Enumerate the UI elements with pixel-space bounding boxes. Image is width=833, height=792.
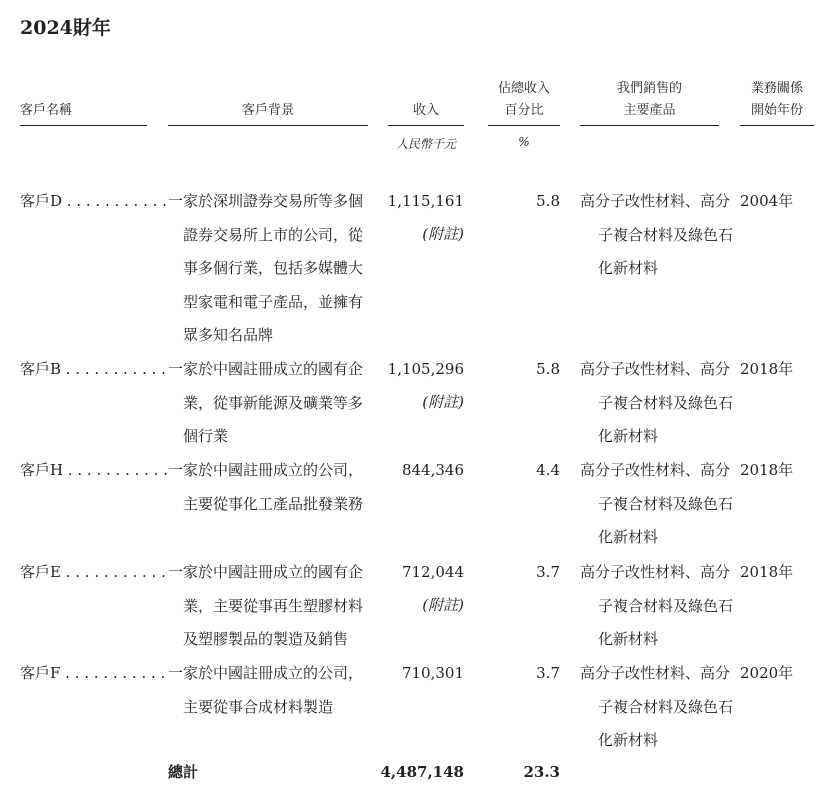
row-e-start-year: 2018年 bbox=[740, 563, 794, 581]
row-h-products bbox=[580, 454, 733, 555]
row-h-start-year: 2018年 bbox=[740, 461, 794, 479]
products-line: 高分子改性材料、高分 bbox=[580, 563, 731, 581]
header-customer-background: 客戶背景 bbox=[241, 103, 294, 118]
header-rule-background bbox=[168, 125, 368, 126]
header-products-line1: 我們銷售的 bbox=[616, 81, 682, 96]
header-percentage-line2: 百分比 bbox=[504, 103, 544, 118]
row-h-percentage: 4.4 bbox=[536, 461, 560, 479]
background-line: 主要從事化工產品批發業務 bbox=[183, 494, 364, 513]
row-d-customer-name: 客戶D . . . . . . . . . . . bbox=[20, 192, 167, 210]
row-h-customer-name: 客戶H . . . . . . . . . . . bbox=[20, 461, 168, 479]
products-line: 化新材料 bbox=[598, 427, 659, 445]
row-b-customer-name: 客戶B . . . . . . . . . . . bbox=[20, 360, 166, 378]
background-line: 一家於中國註冊成立的國有企 bbox=[168, 360, 364, 378]
total-label: 總計 bbox=[168, 763, 199, 781]
background-line: 主要從事合成材料製造 bbox=[183, 697, 334, 716]
row-d-background bbox=[168, 185, 363, 353]
row-d-products bbox=[580, 185, 733, 286]
background-line: 一家於中國註冊成立的國有企 bbox=[168, 563, 364, 581]
row-h-revenue: 844,346 bbox=[401, 461, 464, 479]
header-relationship-line1: 業務關係 bbox=[750, 81, 803, 96]
products-line: 子複合材料及綠色石 bbox=[598, 393, 734, 412]
unit-percentage: % bbox=[518, 135, 530, 149]
header-products-line2: 主要產品 bbox=[623, 103, 676, 118]
row-h-background bbox=[168, 454, 363, 521]
products-line: 化新材料 bbox=[598, 630, 659, 648]
header-relationship-line2: 開始年份 bbox=[750, 103, 803, 118]
products-line: 子複合材料及綠色石 bbox=[598, 697, 734, 716]
row-f-start-year: 2020年 bbox=[740, 664, 794, 682]
header-rule-revenue bbox=[388, 125, 464, 126]
row-b-percentage: 5.8 bbox=[536, 360, 560, 378]
total-revenue: 4,487,148 bbox=[380, 763, 464, 781]
background-line: 個行業 bbox=[183, 427, 229, 445]
background-line: 事多個行業，包括多媒體大 bbox=[183, 259, 364, 277]
products-line: 化新材料 bbox=[598, 259, 659, 277]
row-d-revenue: 1,115,161 bbox=[387, 192, 464, 210]
header-rule-products bbox=[580, 125, 719, 126]
page-title: 2024財年 bbox=[20, 17, 111, 39]
row-f-background bbox=[168, 657, 363, 724]
background-line: 一家於深圳證券交易所等多個 bbox=[168, 192, 364, 210]
row-e-revenue: 712,044 bbox=[401, 563, 464, 581]
row-f-products bbox=[580, 657, 733, 758]
row-d-revenue-note: (附註) bbox=[422, 225, 464, 243]
background-line: 及塑膠製品的製造及銷售 bbox=[183, 630, 349, 648]
total-percentage: 23.3 bbox=[523, 763, 560, 781]
row-e-revenue-note: (附註) bbox=[422, 596, 464, 614]
background-line: 型家電和電子產品，並擁有 bbox=[183, 292, 364, 311]
products-line: 高分子改性材料、高分 bbox=[580, 461, 731, 479]
background-line: 一家於中國註冊成立的公司， bbox=[168, 461, 364, 479]
row-b-products bbox=[580, 353, 733, 454]
products-line: 高分子改性材料、高分 bbox=[580, 192, 731, 210]
row-b-revenue: 1,105,296 bbox=[387, 360, 464, 378]
header-revenue: 收入 bbox=[412, 103, 439, 118]
background-line: 業，從事新能源及礦業等多 bbox=[183, 393, 364, 412]
row-e-products bbox=[580, 556, 733, 657]
row-f-customer-name: 客戶F . . . . . . . . . . . bbox=[20, 664, 166, 682]
row-b-background bbox=[168, 353, 363, 454]
unit-revenue: 人民幣千元 bbox=[395, 137, 456, 151]
header-percentage-line1: 佔總收入 bbox=[497, 81, 550, 96]
row-d-percentage: 5.8 bbox=[536, 192, 560, 210]
products-line: 子複合材料及綠色石 bbox=[598, 494, 734, 513]
background-line: 一家於中國註冊成立的公司， bbox=[168, 664, 364, 682]
header-customer-name: 客戶名稱 bbox=[20, 103, 73, 118]
products-line: 子複合材料及綠色石 bbox=[598, 596, 734, 615]
row-e-customer-name: 客戶E . . . . . . . . . . . bbox=[20, 563, 166, 581]
row-f-percentage: 3.7 bbox=[536, 664, 560, 682]
row-f-revenue: 710,301 bbox=[401, 664, 464, 682]
products-line: 化新材料 bbox=[598, 528, 659, 546]
products-line: 子複合材料及綠色石 bbox=[598, 225, 734, 244]
header-rule-percentage bbox=[488, 125, 560, 126]
background-line: 眾多知名品牌 bbox=[183, 326, 274, 344]
row-b-start-year: 2018年 bbox=[740, 360, 794, 378]
row-e-background bbox=[168, 556, 363, 657]
row-e-percentage: 3.7 bbox=[536, 563, 560, 581]
header-rule-relationship bbox=[740, 125, 814, 126]
background-line: 業，主要從事再生塑膠材料 bbox=[183, 596, 364, 615]
products-line: 高分子改性材料、高分 bbox=[580, 664, 731, 682]
background-line: 證券交易所上市的公司，從 bbox=[183, 225, 364, 244]
products-line: 高分子改性材料、高分 bbox=[580, 360, 731, 378]
row-d-start-year: 2004年 bbox=[740, 192, 794, 210]
products-line: 化新材料 bbox=[598, 731, 659, 749]
row-b-revenue-note: (附註) bbox=[422, 393, 464, 411]
header-rule-name bbox=[20, 125, 147, 126]
